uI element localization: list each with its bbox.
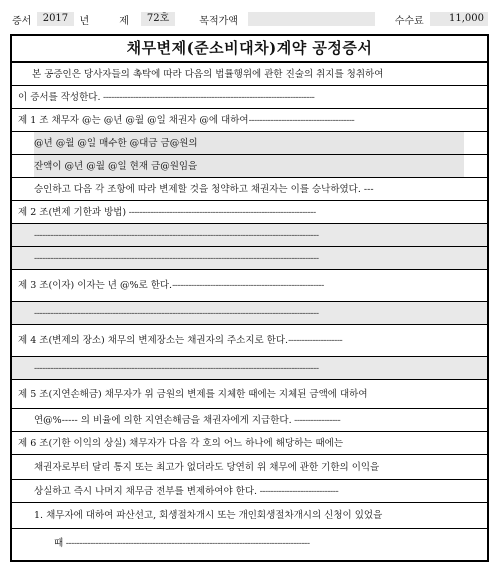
line-3 (12, 109, 487, 132)
purpose-field (248, 12, 375, 26)
line-11 (12, 302, 487, 325)
line-12 (12, 325, 487, 357)
line-20-dash: ------------------------------------------------------------------------------------------ (63, 538, 310, 549)
line-20-text: 때 (54, 538, 64, 549)
line-14-text: 제 5 조(지연손해금) 채무자가 위 금원의 변제를 지체한 때에는 지체된 금액에 대하여 (18, 389, 368, 400)
line-17 (12, 455, 487, 480)
line-9 (12, 247, 487, 270)
line-10 (12, 270, 487, 302)
number-label: 제 (119, 15, 129, 27)
number-field: 72호 (141, 12, 175, 26)
line-9-dash: --------------------------------------------------------------------------------------------------------- (34, 253, 319, 264)
line-10-dash: -------------------------------------------------------- (172, 280, 324, 291)
line-4 (12, 132, 487, 155)
line-5 (12, 155, 487, 178)
line-1-text: 본 공증인은 당사자들의 촉탁에 따라 다음의 법률행위에 관한 진술의 취지를 청취하여 (32, 69, 384, 80)
line-17-text: 채권자로부터 달리 통지 또는 최고가 없더라도 당연히 위 채무에 관한 기한의 이익을 (34, 462, 380, 473)
line-10-text: 제 3 조(이자) 이자는 년 @%로 한다. (18, 280, 173, 291)
line-6-text: 승인하고 다음 각 조항에 따라 변제할 것을 청약하고 채권자는 이를 승낙하였다. --- (34, 184, 374, 195)
line-1 (12, 63, 487, 86)
line-12-text: 제 4 조(변제의 장소) 채무의 변제장소는 채권자의 주소지로 한다. (18, 335, 289, 346)
fee-field: 11,000 (430, 12, 488, 26)
line-11-dash: --------------------------------------------------------------------------------------------------------- (34, 308, 319, 319)
purpose-label: 목적가액 (199, 15, 238, 27)
line-18-text: 상실하고 즉시 나머지 채무금 전부를 변제하여야 한다. (34, 486, 258, 497)
line-4-text: @년 @월 @일 매수한 @대금 금@원의 (34, 132, 464, 155)
year-field: 2017 (37, 12, 73, 26)
line-16-text: 제 6 조(기한 이익의 상실) 채무자가 다음 각 호의 어느 하나에 해당하는 때에는 (18, 438, 344, 449)
line-8 (12, 224, 487, 247)
document-header (8, 4, 488, 34)
line-19 (12, 503, 487, 529)
line-14 (12, 380, 487, 409)
line-3-text: 제 1 조 채무자 @는 @년 @월 @일 채권자 @에 대하여 (18, 115, 249, 126)
cert-label: 증서 (12, 15, 32, 27)
line-6 (12, 178, 487, 201)
year-unit: 년 (79, 15, 90, 27)
line-8-dash: --------------------------------------------------------------------------------------------------------- (34, 230, 319, 241)
line-13-dash: --------------------------------------------------------------------------------------------------------- (34, 363, 319, 374)
line-12-dash: -------------------- (288, 335, 343, 346)
line-7-dash: --------------------------------------------------------------------- (126, 207, 316, 218)
line-5-text: 잔액이 @년 @월 @일 현재 금@원임을 (34, 155, 464, 178)
document-title: 채무변제(준소비대차)계약 공정증서 (12, 36, 487, 63)
fee-label: 수수료 (394, 15, 424, 27)
line-16 (12, 432, 487, 455)
document-frame (10, 34, 489, 562)
line-3-dash: --------------------------------------- (248, 115, 355, 126)
line-15-text: 연@%----- 의 비율에 의한 지연손해금을 채권자에게 지급한다. (34, 415, 292, 426)
line-20 (12, 529, 487, 558)
line-18-dash: ----------------------------- (257, 486, 339, 497)
line-19-text: 1. 채무자에 대하여 파산선고, 회생절차개시 또는 개인회생절차개시의 신청이 있었을 (34, 510, 383, 521)
line-15-dash: ----------------- (291, 415, 341, 426)
line-13 (12, 357, 487, 380)
line-15 (12, 409, 487, 432)
line-7-text: 제 2 조(변제 기한과 방법) (18, 207, 127, 218)
line-7 (12, 201, 487, 224)
line-2-text: 이 증서를 작성한다. (18, 92, 101, 103)
line-18 (12, 480, 487, 503)
line-2-dash: ------------------------------------------------------------------------------ (100, 92, 315, 103)
line-2 (12, 86, 487, 109)
